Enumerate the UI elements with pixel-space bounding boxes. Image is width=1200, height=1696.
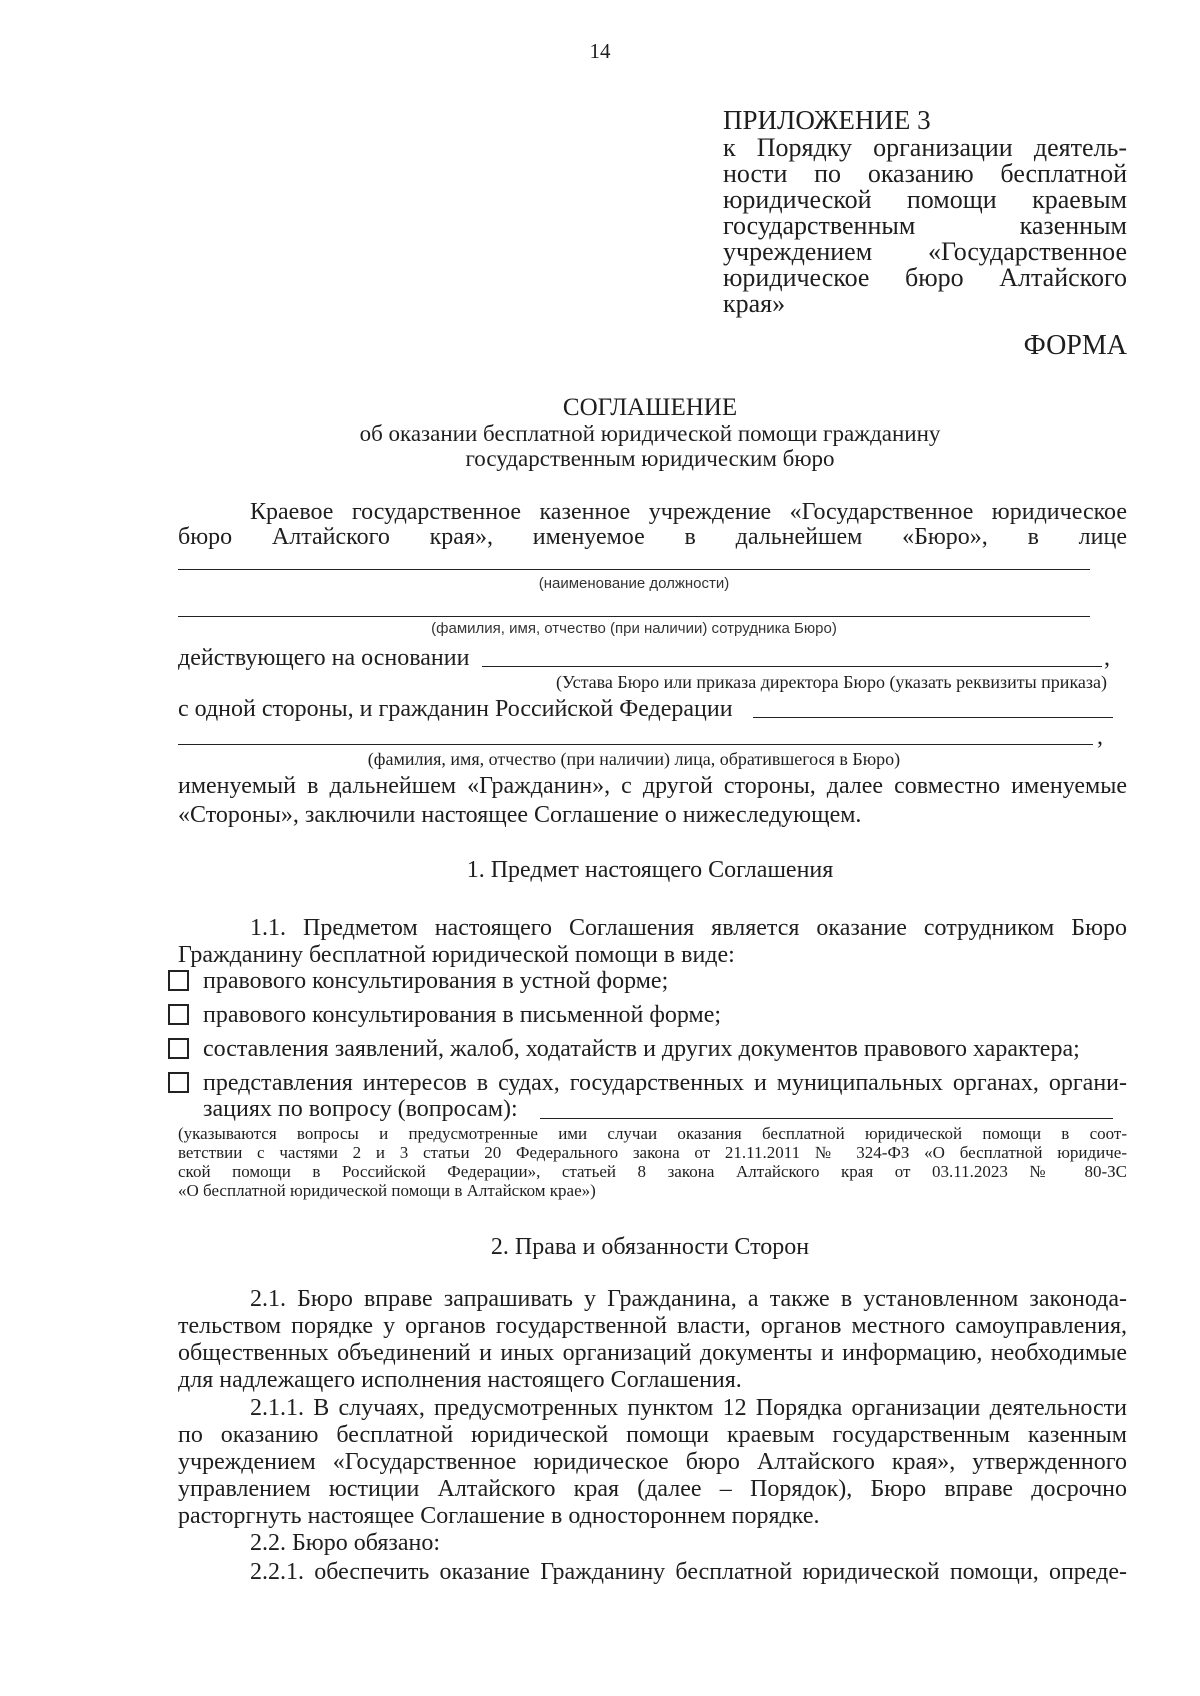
option-representation-checkbox[interactable] xyxy=(168,1072,189,1093)
paragraph-2-1-1-line: по оказанию бесплатной юридической помощи краевым государственным казенным xyxy=(178,1422,1127,1448)
form-label: ФОРМА xyxy=(1023,330,1127,361)
citizen-name-blank-line xyxy=(178,744,1093,745)
preamble-line: «Стороны», заключили настоящее Соглашение о нижеследующем. xyxy=(178,802,862,828)
questions-blank-line xyxy=(540,1118,1113,1119)
option-label: представления интересов в судах, государственных и муниципальных органах, органи- xyxy=(203,1070,1127,1096)
basis-comma: , xyxy=(1104,645,1110,671)
note-line: ской помощи в Российской Федерации», статьей 8 закона Алтайского края от 03.11.2023 № 80-ЗС xyxy=(178,1162,1127,1181)
section-2-title: 2. Права и обязанности Сторон xyxy=(490,1234,810,1260)
note-line: «О бесплатной юридической помощи в Алтайском крае») xyxy=(178,1181,596,1200)
basis-blank-line xyxy=(482,666,1102,667)
citizen-label: с одной стороны, и гражданин Российской Федерации xyxy=(178,696,733,722)
paragraph-2-1-1-line: 2.1.1. В случаях, предусмотренных пунктом 12 Порядка организации деятельности xyxy=(250,1395,1127,1421)
attachment-line: учреждением «Государственное xyxy=(723,237,1127,266)
attachment-line: юридической помощи краевым xyxy=(723,185,1127,214)
attachment-line: края» xyxy=(723,289,786,318)
attachment-block xyxy=(723,105,1127,317)
option-label: правового консультирования в письменной форме; xyxy=(203,1002,722,1028)
citizen-blank-line xyxy=(753,717,1113,718)
page-number: 14 xyxy=(589,39,611,63)
paragraph-2-1-1-line: расторгнуть настоящее Соглашение в одностороннем порядке. xyxy=(178,1503,820,1529)
caption-employee-name: (фамилия, имя, отчество (при наличии) сотрудника Бюро) xyxy=(431,620,837,637)
paragraph-2-2: 2.2. Бюро обязано: xyxy=(250,1530,441,1556)
preamble-line: именуемый в дальнейшем «Гражданин», с другой стороны, далее совместно именуемые xyxy=(178,773,1127,799)
preamble-line: бюро Алтайского края», именуемое в дальнейшем «Бюро», в лице xyxy=(178,524,1127,550)
section-1-title: 1. Предмет настоящего Соглашения xyxy=(466,857,834,883)
option-written-consultation-checkbox[interactable] xyxy=(168,1004,189,1025)
attachment-title: ПРИЛОЖЕНИЕ 3 xyxy=(723,105,931,135)
attachment-line: ности по оказанию бесплатной xyxy=(723,159,1127,188)
agreement-subtitle: об оказании бесплатной юридической помощи гражданину xyxy=(359,421,941,446)
option-label-continuation: зациях по вопросу (вопросам): xyxy=(203,1096,518,1122)
preamble-line: Краевое государственное казенное учреждение «Государственное юридическое xyxy=(250,499,1127,525)
position-blank-line xyxy=(178,569,1090,570)
note-line: (указываются вопросы и предусмотренные ими случаи оказания бесплатной юридической помощи в соот- xyxy=(178,1124,1127,1143)
option-documents-checkbox[interactable] xyxy=(168,1038,189,1059)
attachment-line: к Порядку организации деятель- xyxy=(723,133,1127,162)
basis-label: действующего на основании xyxy=(178,645,470,671)
paragraph-2-2-1-line: 2.2.1. обеспечить оказание Гражданину бесплатной юридической помощи, опреде- xyxy=(250,1559,1127,1585)
employee-name-blank-line xyxy=(178,616,1090,617)
option-label: составления заявлений, жалоб, ходатайств и других документов правового характера; xyxy=(203,1036,1080,1062)
agreement-subtitle: государственным юридическим бюро xyxy=(465,446,835,471)
paragraph-2-1-1-line: учреждением «Государственное юридическое бюро Алтайского края», утвержденного xyxy=(178,1449,1127,1475)
paragraph-2-1-line: тельством порядке у органов государственной власти, органов местного самоуправления, xyxy=(178,1313,1127,1339)
paragraph-2-1-1-line: управлением юстиции Алтайского края (далее – Порядок), Бюро вправе досрочно xyxy=(178,1476,1127,1502)
note-line: ветствии с частями 2 и 3 статьи 20 Федерального закона от 21.11.2011 № 324-ФЗ «О бесплатной юридиче- xyxy=(178,1143,1127,1162)
paragraph-2-1-line: 2.1. Бюро вправе запрашивать у Гражданина, а также в установленном законода- xyxy=(250,1286,1127,1312)
attachment-line: юридическое бюро Алтайского xyxy=(723,263,1127,292)
paragraph-2-1-line: для надлежащего исполнения настоящего Соглашения. xyxy=(178,1367,742,1393)
option-oral-consultation-checkbox[interactable] xyxy=(168,970,189,991)
attachment-line: государственным казенным xyxy=(723,211,1127,240)
caption-basis: (Устава Бюро или приказа директора Бюро (указать реквизиты приказа) xyxy=(556,672,1107,692)
agreement-title: СОГЛАШЕНИЕ xyxy=(562,394,738,421)
option-label: правового консультирования в устной форме; xyxy=(203,968,669,994)
caption-position: (наименование должности) xyxy=(538,575,730,592)
section-1-paragraph-line: Гражданину бесплатной юридической помощи в виде: xyxy=(178,942,735,968)
paragraph-2-1-line: общественных объединений и иных организаций документы и информацию, необходимые xyxy=(178,1340,1127,1366)
caption-citizen-name: (фамилия, имя, отчество (при наличии) лица, обратившегося в Бюро) xyxy=(367,749,901,769)
section-1-paragraph-line: 1.1. Предметом настоящего Соглашения является оказание сотрудником Бюро xyxy=(250,915,1127,941)
citizen-comma: , xyxy=(1097,724,1103,750)
